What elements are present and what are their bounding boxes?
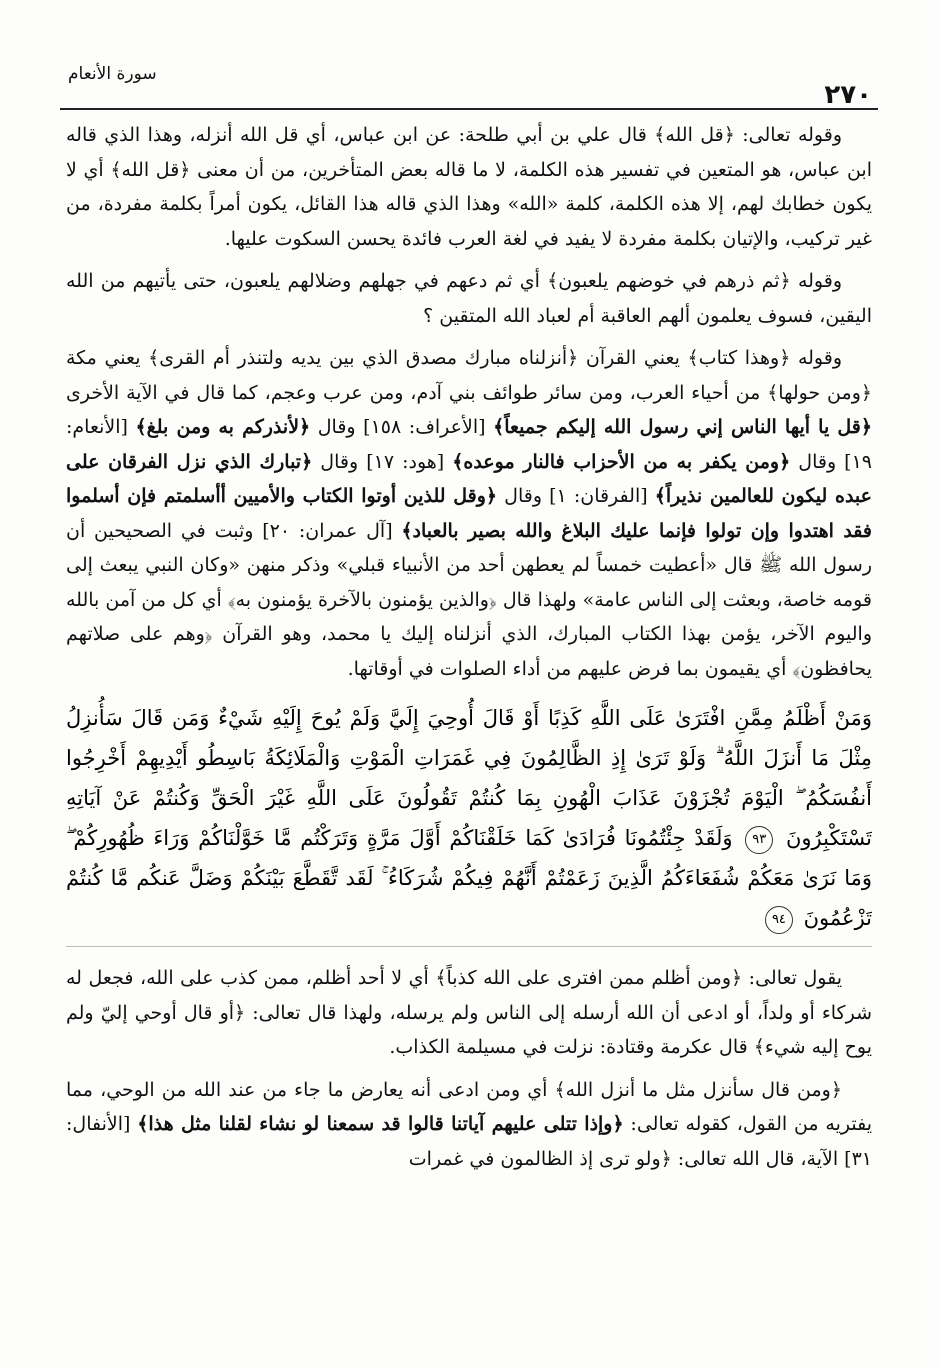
ayah-94-text: وَلَقَدْ جِئْتُمُونَا فُرَادَىٰ كَمَا خَلَقْنَاكُمْ أَوَّلَ مَرَّةٍ وَتَرَكْتُم مَّا خَوَّلْنَاكُمْ وَرَاءَ ظُهُورِكُمْ ۖ وَمَا نَرَىٰ مَعَكُمْ شُفَعَاءَكُمُ الَّذِينَ زَعَمْتُمْ أَنَّهُمْ فِيكُمْ شُرَكَاءُ ۚ لَقَد تَّقَطَّعَ بَيْنَكُمْ وَضَلَّ عَنكُم مَّا كُنتُمْ تَزْعُمُونَ	[66, 826, 872, 930]
paragraph-qul-allah: وقوله تعالى: ﴿قل الله﴾ قال علي بن أبي طلحة: عن ابن عباس، أي قل الله أنزله، وهذا الذي قاله ابن عباس، هو المتعين في تفسير هذه الكلمة، لا ما قاله بعض المتأخرين، من أن معنى ﴿قل الله﴾ أي لا يكون خطابك لهم، إلا هذه الكلمة، كلمة «الله» وهذا الذي قاله هذا القائل، يكون أمراً بكلمة مفردة، من غير تركيب، والإتيان بكلمة مفردة لا يفيد في لغة العرب فائدة يحسن السكوت عليها.	[66, 124, 872, 250]
paragraph-hadha-kitab	[66, 341, 872, 686]
page-header	[60, 62, 878, 110]
ayah-93-text: وَمَنْ أَظْلَمُ مِمَّنِ افْتَرَىٰ عَلَى اللَّهِ كَذِبًا أَوْ قَالَ أُوحِيَ إِلَيَّ وَلَمْ يُوحَ إِلَيْهِ شَيْءٌ وَمَن قَالَ سَأُنزِلُ مِثْلَ مَا أَنزَلَ اللَّهُ ۗ وَلَوْ تَرَىٰ إِذِ الظَّالِمُونَ فِي غَمَرَاتِ الْمَوْتِ وَالْمَلَائِكَةُ بَاسِطُو أَيْدِيهِمْ أَخْرِجُوا أَنفُسَكُمُ ۖ الْيَوْمَ تُجْزَوْنَ عَذَابَ الْهُونِ بِمَا كُنتُمْ تَقُولُونَ عَلَى اللَّهِ غَيْرَ الْحَقِّ وَكُنتُمْ عَنْ آيَاتِهِ تَسْتَكْبِرُونَ	[66, 706, 872, 850]
text-segment: [الأنعام: ١٩] وقال	[66, 416, 872, 473]
page-number: ٢٧٠	[824, 80, 872, 110]
text-segment: ﴿ومن قال سأنزل مثل ما أنزل الله﴾ أي ومن ادعى أنه يعارض ما جاء من عند الله من الوحي، مما يفتريه من القول، كقوله تعالى:	[66, 1078, 872, 1135]
header-rule	[60, 108, 878, 110]
bold-verse: ﴿ومن يكفر به من الأحزاب فالنار موعده﴾	[452, 450, 791, 473]
bold-verse: ﴿وإذا تتلى عليهم آياتنا قالوا قد سمعنا لو نشاء لقلنا مثل هذا﴾	[137, 1113, 624, 1135]
ayah-93-marker: ٩٣	[745, 826, 773, 854]
quran-verses-block	[66, 694, 872, 947]
text-segment: [هود: ١٧] وقال	[312, 450, 453, 473]
text-segment: [آل عمران: ٢٠] وثبت في الصحيحين أن رسول الله ﷺ قال «أعطيت خمساً لم يعطهن أحد من الأنبياء قبلي» وذكر منهن «وكان النبي يبعث إلى قومه خاصة، وبعثت إلى الناس عامة» ولهذا قال ﴿والذين يؤمنون بالآخرة يؤمنون به﴾ أي كل من آمن بالله واليوم الآخر، يؤمن بهذا الكتاب المبارك، الذي أنزلناه إليك يا محمد، وهو القرآن ﴿وهم على صلاتهم يحافظون﴾ أي يقيمون بما فرض عليهم من أداء الصلوات في أوقاتها.	[66, 519, 872, 680]
bold-verse: ﴿لأنذركم به ومن بلغ﴾	[135, 416, 311, 438]
paragraph-dharhum: وقوله ﴿ثم ذرهم في خوضهم يلعبون﴾ أي ثم دعهم في جهلهم وضلالهم يلعبون، حتى يأتيهم من الله اليقين، فسوف يعلمون ألهم العاقبة أم لعباد الله المتقين ؟	[66, 270, 872, 327]
text-segment: وقوله ﴿وهذا كتاب﴾ يعني القرآن ﴿أنزلناه مبارك مصدق الذي بين يديه ولتنذر أم القرى﴾ يعني مكة ﴿ومن حولها﴾ من أحياء العرب، ومن سائر طوائف بني آدم، ومن عرب وعجم، كما قال في الآية الأخرى	[66, 347, 872, 404]
ayah-94-marker: ٩٤	[765, 906, 793, 934]
text-segment: [الأنفال: ٣١] الآية، قال الله تعالى: ﴿ولو ترى إذ الظالمون في غمرات	[66, 1113, 872, 1170]
page-content	[66, 118, 872, 1348]
bold-verse: ﴿تبارك الذي نزل الفرقان على عبده ليكون للعالمين نذيراً﴾	[66, 450, 872, 507]
paragraph-man-azlam: يقول تعالى: ﴿ومن أظلم ممن افترى على الله كذباً﴾ أي لا أحد أظلم، ممن كذب على الله، فجعل له شركاء أو ولداً، أو ادعى أن الله أرسله إلى الناس ولم يرسله، ولهذا قال تعالى: ﴿أو قال أوحي إليّ ولم يوح إليه شيء﴾ قال عكرمة وقتادة: نزلت في مسيلمة الكذاب.	[66, 967, 872, 1058]
surah-name: سورة الأنعام	[68, 64, 157, 84]
paragraph-sa-unzil	[66, 1073, 872, 1177]
text-segment: [الأعراف: ١٥٨] وقال	[310, 416, 494, 438]
bold-verse: ﴿وقل للذين أوتوا الكتاب والأميين أأسلمتم فإن أسلموا فقد اهتدوا وإن تولوا فإنما عليك البلاغ والله بصير بالعباد﴾	[66, 485, 872, 542]
bold-verse: ﴿قل يا أيها الناس إني رسول الله إليكم جميعاً﴾	[493, 416, 872, 438]
text-segment: [الفرقان: ١] وقال	[497, 485, 655, 507]
